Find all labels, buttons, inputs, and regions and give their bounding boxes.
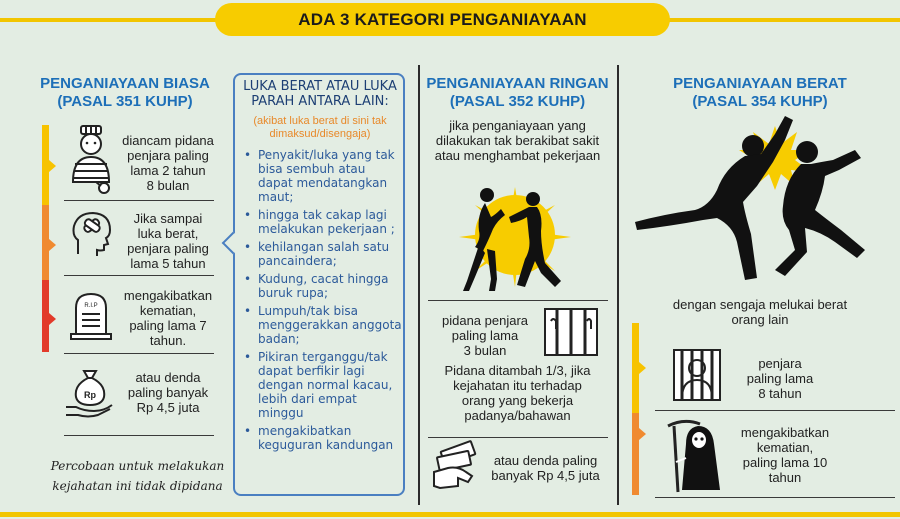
text-line: lama 5 tahun [130,256,206,271]
severity-bar-yellow [632,323,639,413]
grim-reaper-icon [664,418,726,494]
severity-bar-orange [632,413,639,495]
note-line: Percobaan untuk melakukan [50,459,225,473]
list-item: • Kudung, cacat hingga buruk rupa; [242,272,402,300]
text-line: tahun [768,470,802,485]
text-line: diancam pidana [122,133,214,148]
assault-silhouette-icon [625,110,890,285]
bottom-border [0,512,900,517]
luka-subtitle [240,115,400,141]
text-line: banyak Rp 4,5 juta [491,468,600,483]
text-line: tahun. [149,333,187,348]
text-line: paling lama [451,328,519,343]
text-line: jika penganiayaan yang [449,118,586,133]
biasa-title-line: (PASAL 351 KUHP) [57,93,193,110]
text-line: 8 tahun [758,386,802,401]
text-line: penjara paling [127,148,209,163]
text-line: padanya/bahawan [464,408,571,423]
text-line: pidana penjara [441,313,529,328]
list-item: • hingga tak cakap lagi melakukan pekerjaan ; [242,208,402,236]
tombstone-label: R.I.P [84,303,98,309]
text-line: dengan sengaja melukai berat [672,297,848,312]
text-line: paling lama [746,371,814,386]
text-line: orang yang bekerja [461,393,574,408]
text-line: penjara [758,356,802,371]
berat-title [625,75,895,111]
bar-pointer [639,362,646,374]
berat-desc [625,297,895,327]
tombstone-icon [70,290,112,340]
text-line: atau menghambat pekerjaan [434,148,601,163]
bar-pointer [49,160,56,172]
list-item: • Pikiran terganggu/tak dapat berfikir lagi dengan normal kacau, lebih dari empat minggu [242,350,402,420]
severity-bar-yellow [42,125,49,205]
ringan-penalty [430,313,540,358]
list-item: • Lumpuh/tak bisa menggerakkan anggota badan; [242,304,402,346]
list-item: • Penyakit/luka yang tak bisa sembuh atau dapat mendatangkan maut; [242,148,402,204]
berat-item-text [730,356,830,401]
luka-title-line: PARAH ANTARA LAIN: [251,94,389,109]
separator [64,275,214,276]
text-line: atau denda [135,370,201,385]
severity-bar-orange [42,205,49,280]
text-line: 8 bulan [146,178,190,193]
biasa-item-text [118,370,218,415]
ringan-title-line: (PASAL 352 KUHP) [449,93,586,110]
text-line: 3 bulan [463,343,507,358]
callout-notch [222,232,245,255]
biasa-title-line: PENGANIAYAAN BIASA [40,75,210,92]
separator [64,435,214,436]
severity-bar-red [42,280,49,352]
injured-head-icon [70,210,114,258]
separator [428,300,608,301]
biasa-note [50,456,225,496]
money-hand-icon [428,442,480,494]
separator [64,353,214,354]
biasa-title [30,75,220,111]
biasa-item-text [118,133,218,193]
bar-pointer [639,428,646,440]
text-line: Rp 4,5 juta [136,400,200,415]
text-line: paling banyak [127,385,209,400]
text-line: penjara paling [127,241,209,256]
separator [64,200,214,201]
luka-list [242,148,402,456]
bar-pointer [49,313,56,325]
luka-subtitle-line: (akibat luka berat di sini tak [253,115,387,127]
separator [655,497,895,498]
text-line: mengakibatkan [740,425,830,440]
berat-title-line: (PASAL 354 KUHP) [692,93,828,110]
text-line: luka berat, [137,226,199,241]
bar-pointer [49,239,56,251]
ringan-title [425,75,610,111]
luka-subtitle-line: dimaksud/disengaja) [269,128,371,140]
text-line: kematian, [756,440,814,455]
text-line: dilakukan tak berakibat sakit [435,133,600,148]
text-line: paling lama 7 [129,318,207,333]
separator [655,410,895,411]
biasa-item-text [118,288,218,348]
prisoner-behind-bars-icon [672,348,722,402]
note-line: kejahatan ini tidak dipidana [52,479,223,493]
separator [428,437,608,438]
text-line: mengakibatkan [123,288,213,303]
ringan-fine [483,453,608,483]
ringan-extra [425,363,610,423]
berat-item-text [730,425,840,485]
text-line: kematian, [139,303,197,318]
berat-title-line: PENGANIAYAAN BERAT [673,75,847,92]
money-bag-icon [64,365,116,420]
text-line: lama 2 tahun [130,163,206,178]
ringan-title-line: PENGANIAYAAN RINGAN [426,75,609,92]
text-line: Pidana ditambah 1/3, jika [444,363,591,378]
jail-bars-icon [543,307,599,357]
text-line: orang lain [731,312,789,327]
biasa-item-text [118,211,218,271]
luka-title-line: LUKA BERAT ATAU LUKA [243,79,397,94]
header-banner [0,0,900,40]
list-item: • kehilangan salah satu pancaindera; [242,240,402,268]
money-label: Rp [84,390,96,400]
column-divider [418,65,420,505]
luka-title [240,79,400,109]
column-divider [617,65,619,505]
page-title: ADA 3 KATEGORI PENGANIAYAAN [215,3,670,36]
text-line: paling lama 10 [742,455,828,470]
prisoner-icon [68,124,114,194]
fight-illustration-icon [445,175,585,300]
list-item: • mengakibatkan keguguran kandungan [242,424,402,452]
text-line: kejahatan itu terhadap [453,378,582,393]
ringan-desc [425,118,610,163]
text-line: atau denda paling [493,453,598,468]
text-line: Jika sampai [133,211,203,226]
